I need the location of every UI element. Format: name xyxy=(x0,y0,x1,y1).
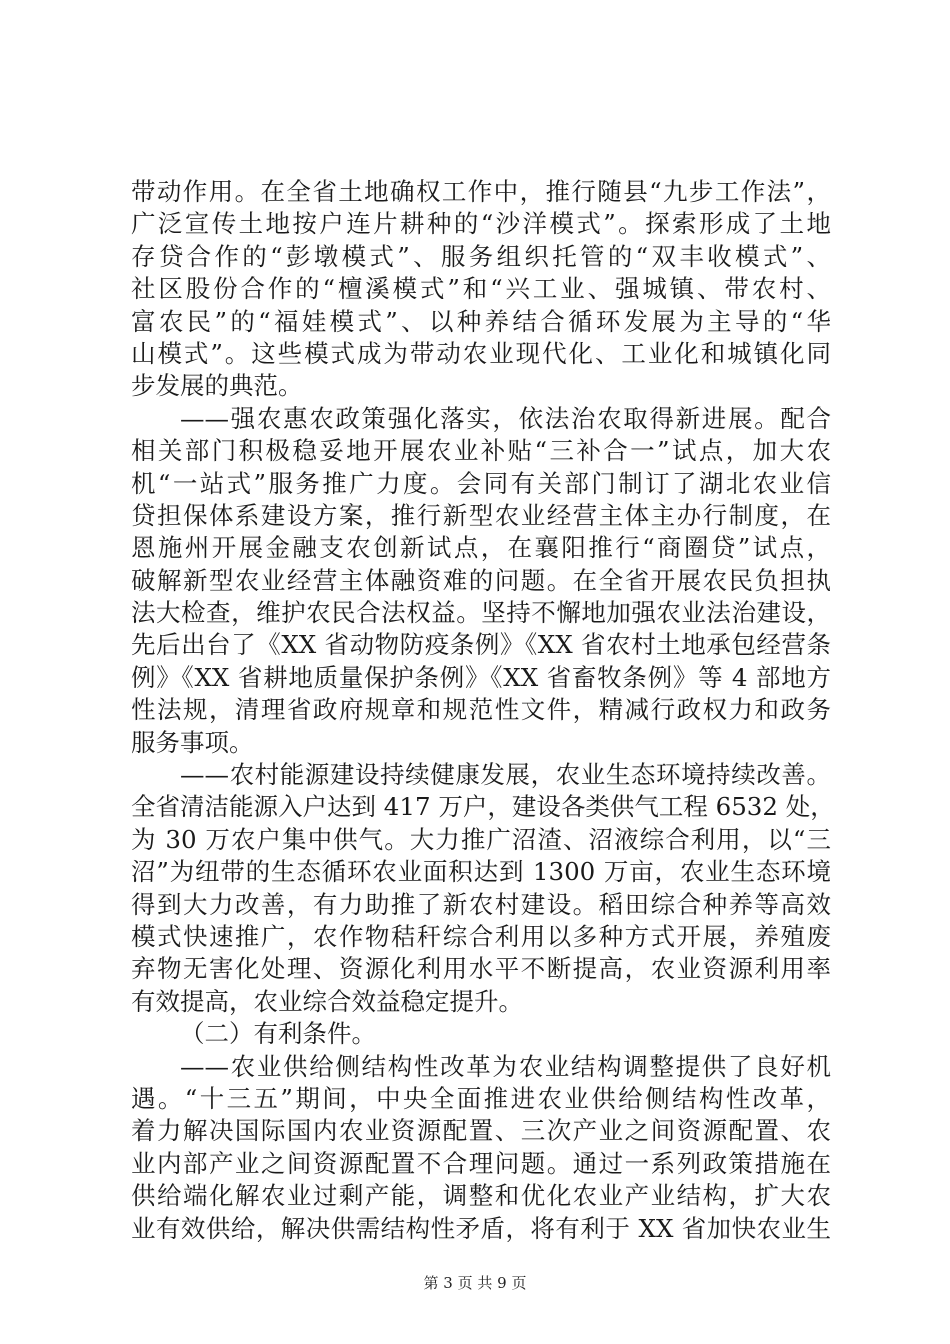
text-line: 沼”为纽带的生态循环农业面积达到 1300 万亩，农业生态环境 xyxy=(131,857,831,887)
text-line: 恩施州开展金融支农创新试点，在襄阳推行“商圈贷”试点， xyxy=(131,533,831,563)
text-line: 例》《XX 省耕地质量保护条例》《XX 省畜牧条例》等 4 部地方 xyxy=(131,662,831,692)
text-line: 破解新型农业经营主体融资难的问题。在全省开展农民负担执 xyxy=(131,565,831,595)
text-line: 存贷合作的“彭墩模式”、服务组织托管的“双丰收模式”、 xyxy=(131,241,831,271)
text-line: 社区股份合作的“檀溪模式”和“兴工业、强城镇、带农村、 xyxy=(131,274,831,304)
document-body xyxy=(131,176,835,1245)
text-line: 步发展的典范。 xyxy=(131,371,303,401)
text-line: 供给端化解农业过剩产能，调整和优化农业产业结构，扩大农 xyxy=(131,1181,831,1211)
text-line: ——农村能源建设持续健康发展，农业生态环境持续改善。 xyxy=(180,760,831,790)
text-line: 业有效供给，解决供需结构性矛盾，将有利于 XX 省加快农业生 xyxy=(131,1213,831,1243)
text-line: 着力解决国际国内农业资源配置、三次产业之间资源配置、农 xyxy=(131,1116,831,1146)
text-line: 性法规，清理省政府规章和规范性文件，精减行政权力和政务 xyxy=(131,695,831,725)
text-line: 为 30 万农户集中供气。大力推广沼渣、沼液综合利用，以“三 xyxy=(131,824,831,854)
text-line: ——强农惠农政策强化落实，依法治农取得新进展。配合 xyxy=(180,403,831,433)
text-line: 富农民”的“福娃模式”、以种养结合循环发展为主导的“华 xyxy=(131,306,831,336)
text-line: 相关部门积极稳妥地开展农业补贴“三补合一”试点，加大农 xyxy=(131,436,831,466)
text-line: 贷担保体系建设方案，推行新型农业经营主体主办行制度，在 xyxy=(131,500,831,530)
text-line: 遇。“十三五”期间，中央全面推进农业供给侧结构性改革， xyxy=(131,1083,831,1113)
text-line: 带动作用。在全省土地确权工作中，推行随县“九步工作法”， xyxy=(131,177,831,206)
text-line: 有效提高，农业综合效益稳定提升。 xyxy=(131,986,523,1016)
text-line: 广泛宣传土地按户连片耕种的“沙洋模式”。探索形成了土地 xyxy=(131,209,831,239)
text-line: 法大检查，维护农民合法权益。坚持不懈地加强农业法治建设， xyxy=(131,598,831,628)
text-line: 服务事项。 xyxy=(131,727,254,757)
text-line: 弃物无害化处理、资源化利用水平不断提高，农业资源利用率 xyxy=(131,954,831,984)
page-footer: 第 3 页 共 9 页 xyxy=(423,1274,527,1292)
text-line: 全省清洁能源入户达到 417 万户，建设各类供气工程 6532 处， xyxy=(131,792,835,822)
text-line: 山模式”。这些模式成为带动农业现代化、工业化和城镇化同 xyxy=(131,338,831,368)
text-line: 得到大力改善，有力助推了新农村建设。稻田综合种养等高效 xyxy=(131,889,831,919)
text-line: （二）有利条件。 xyxy=(180,1019,376,1049)
text-line: 业内部产业之间资源配置不合理问题。通过一系列政策措施在 xyxy=(131,1148,831,1178)
text-line: ——农业供给侧结构性改革为农业结构调整提供了良好机 xyxy=(180,1051,831,1081)
text-line: 模式快速推广，农作物秸秆综合利用以多种方式开展，养殖废 xyxy=(131,921,831,951)
text-line: 先后出台了《XX 省动物防疫条例》《XX 省农村土地承包经营条 xyxy=(131,630,831,660)
text-line: 机“一站式”服务推广力度。会同有关部门制订了湖北农业信 xyxy=(131,468,831,498)
